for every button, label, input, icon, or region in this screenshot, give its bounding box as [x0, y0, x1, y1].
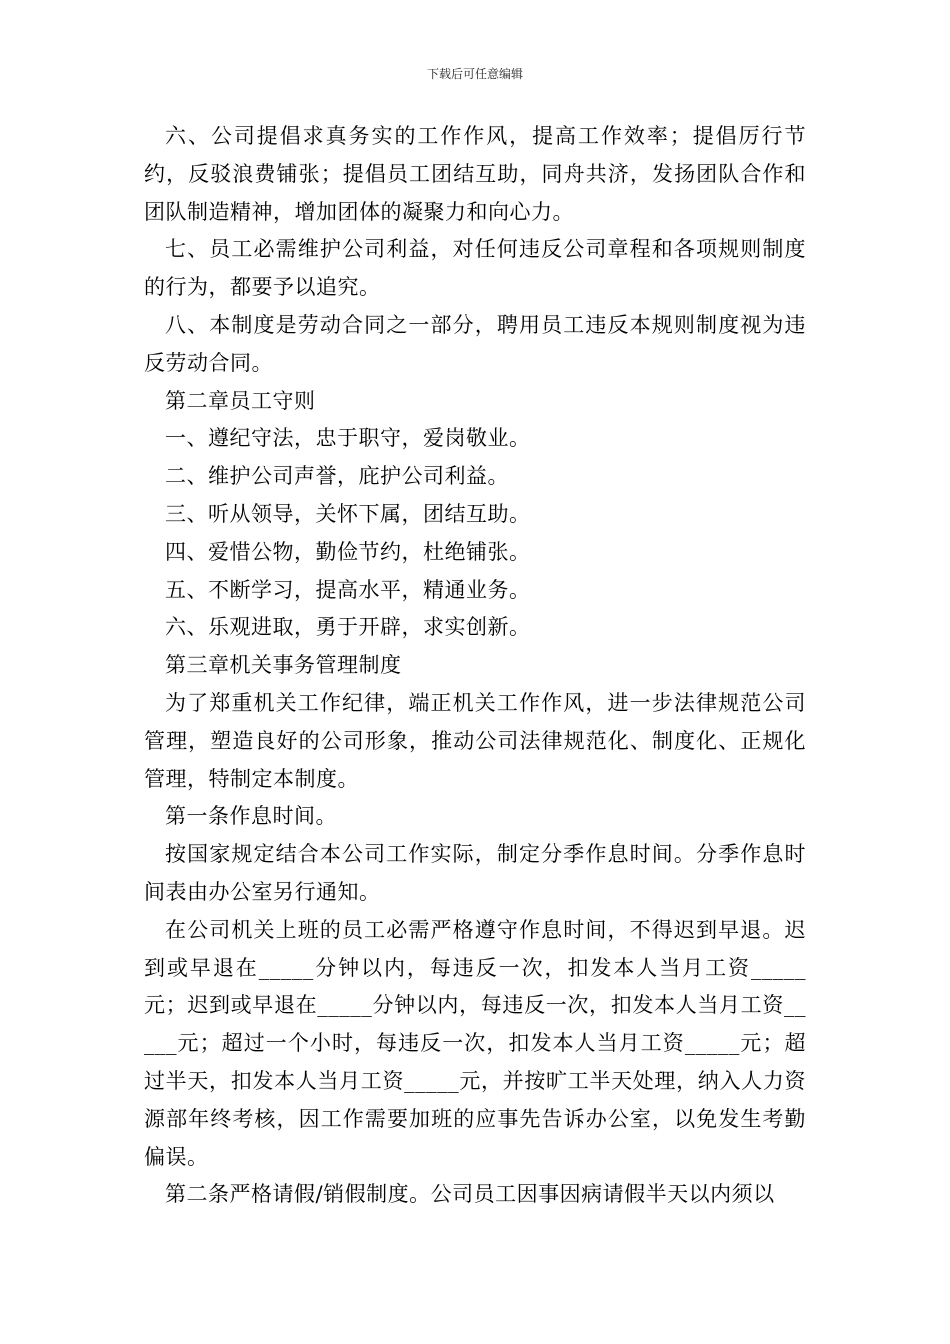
rule-item-4: 四、爱惜公物，勤俭节约，杜绝铺张。 [165, 539, 531, 564]
chapter-3-intro: 为了郑重机关工作纪律，端正机关工作作风，进一步法律规范公司管理，塑造良好的公司形象，推动公司法律规范化、制度化、正规化管理，特制定本制度。 [144, 690, 806, 791]
rule-item-3: 三、听从领导，关怀下属，团结互助。 [165, 501, 531, 526]
clause-1-schedule: 按国家规定结合本公司工作实际，制定分季作息时间。分季作息时间表由办公室另行通知。 [144, 842, 806, 904]
rule-item-5: 五、不断学习，提高水平，精通业务。 [165, 577, 531, 602]
page-header: 下载后可任意编辑 [426, 67, 523, 81]
document-body [144, 118, 806, 1214]
clause-2-leave: 第二条严格请假/销假制度。公司员工因事因病请假半天以内须以 [165, 1182, 775, 1207]
paragraph-article-6: 六、公司提倡求真务实的工作作风，提高工作效率；提倡厉行节约，反驳浪费铺张；提倡员工团结互助，同舟共济，发扬团队合作和团队制造精神，增加团体的凝聚力和向心力。 [144, 124, 806, 224]
chapter-2-heading: 第二章员工守则 [165, 388, 316, 413]
clause-1-attendance: 在公司机关上班的员工必需严格遵守作息时间，不得迟到早退。迟到或早退在_____分钟以内，每违反一次，扣发本人当月工资_____元；迟到或早退在_____分钟以内，每违反一次，扣发本人当月工资_____元；超过一个小时，每违反一次，扣发本人当月工资_____元；超过半天，扣发本人当月工资_____元，并按旷工半天处理，纳入人力资源部年终考核，因工作需要加班的应事先告诉办公室，以免发生考勤偏误。 [144, 917, 806, 1169]
paragraph-article-8: 八、本制度是劳动合同之一部分，聘用员工违反本规则制度视为违反劳动合同。 [144, 312, 806, 375]
rule-item-6: 六、乐观进取，勇于开辟，求实创新。 [165, 615, 531, 640]
clause-1-heading: 第一条作息时间。 [165, 804, 337, 829]
rule-item-2: 二、维护公司声誉，庇护公司利益。 [165, 464, 509, 489]
paragraph-article-7: 七、员工必需维护公司利益，对任何违反公司章程和各项规则制度的行为，都要予以追究。 [144, 237, 806, 300]
rule-item-1: 一、遵纪守法，忠于职守，爱岗敬业。 [165, 426, 531, 451]
chapter-3-heading: 第三章机关事务管理制度 [165, 653, 402, 678]
